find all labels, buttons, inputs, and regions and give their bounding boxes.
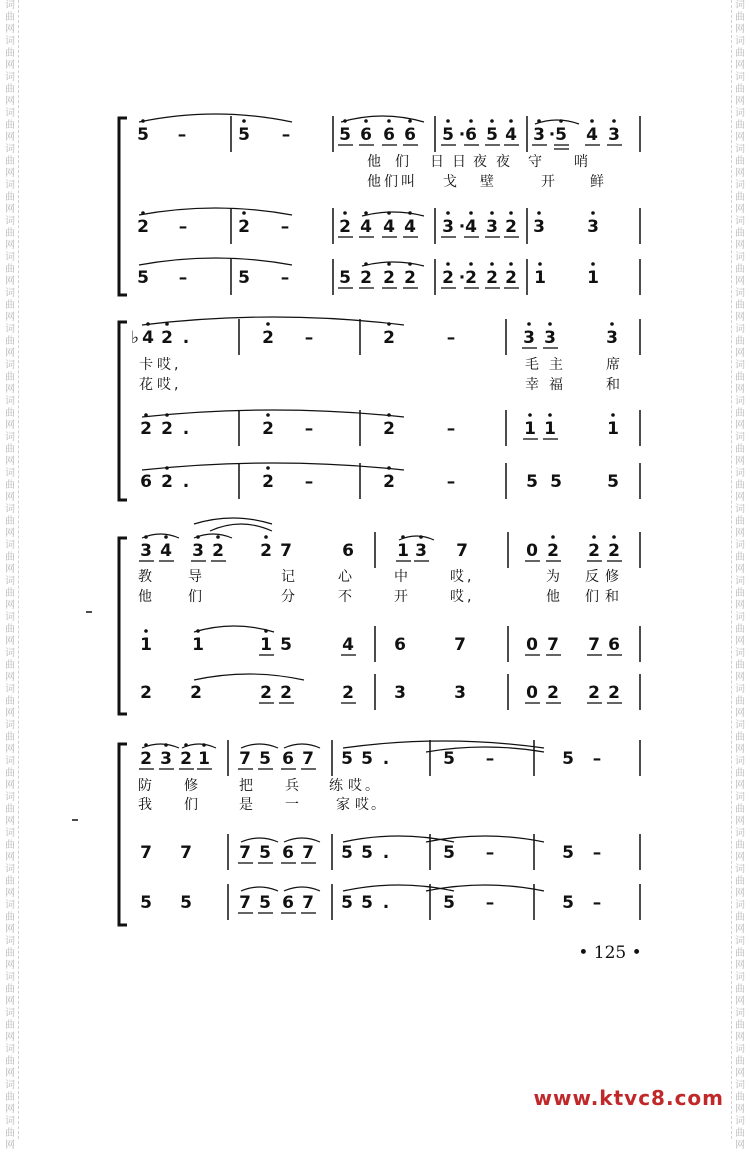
system-2-note-4-8-octave-dot: [528, 413, 532, 417]
system-1-note-4-9: 3: [442, 217, 454, 237]
system-1-note-5-14: 1: [534, 268, 546, 288]
system-1-lyric-2-3: 日: [430, 154, 444, 170]
system-1-slur-3: [535, 120, 579, 124]
system-4-slur-10: [426, 836, 544, 842]
system-2-note-5-4: 2: [262, 472, 274, 492]
system-4-note-4-2: 7: [180, 843, 192, 863]
system-3-lyric-2-5: 中: [394, 569, 408, 585]
system-3-lyric-3-8: 他: [546, 589, 560, 605]
system-1-note-1-7-octave-dot: [387, 119, 391, 123]
system-2-note-1-8: –: [446, 328, 456, 348]
system-1-lyric-2-4: 日: [452, 154, 466, 170]
system-4-note-4-10: 5: [443, 843, 455, 863]
system-1-note-4-15-octave-dot: [591, 211, 595, 215]
system-1-note-5-11: 2: [465, 268, 477, 288]
system-1-note-4-13-octave-dot: [509, 211, 513, 215]
system-1-note-1-12-octave-dot: [490, 119, 494, 123]
system-3-note-5-5: 2: [342, 683, 354, 703]
system-1-note-5-9-octave-dot: [446, 262, 450, 266]
system-3-lyric-3-6: 哎: [450, 589, 464, 605]
system-1-note-1-2: –: [177, 125, 187, 145]
system-1-lyric-2-1: 他: [367, 154, 381, 170]
system-4-lyric-2-2: 修: [184, 778, 198, 794]
system-1-note-5-6: 2: [360, 268, 372, 288]
system-2-lyric-2-6: 席: [606, 357, 620, 373]
system-2-note-1-2: 4: [142, 328, 154, 348]
system-1-lyric-2-2: 们: [395, 154, 409, 170]
system-1-note-1-13-octave-dot: [509, 119, 513, 123]
system-1-lyric-3-3: 叫: [401, 174, 415, 190]
system-4-note-5-13: –: [592, 893, 602, 913]
system-2-lyric-3-1: 花: [139, 377, 153, 393]
system-4-lyric-2-5: 练: [329, 778, 343, 794]
system-1-note-1-6: 6: [360, 125, 372, 145]
system-3-note-4-4: 5: [280, 635, 292, 655]
system-4-note-1-8: 7: [302, 749, 314, 769]
system-4-note-5-5: 6: [282, 893, 294, 913]
system-4-note-1-9: 5: [341, 749, 353, 769]
system-4-note-4-13: –: [592, 843, 602, 863]
system-1-note-1-15: ·: [548, 125, 556, 145]
system-4-note-5-8: 5: [361, 893, 373, 913]
system-4-bracket: [119, 744, 127, 925]
system-3-note-5-4: 2: [280, 683, 292, 703]
system-1-note-1-16: 5: [555, 125, 567, 145]
system-4-note-4-4: 5: [259, 843, 271, 863]
system-1-note-1-18: 3: [608, 125, 620, 145]
system-2-note-1-11: 3: [606, 328, 618, 348]
system-4-lyric-3-7: 。: [371, 797, 385, 813]
system-1-lyric-2-5: 夜: [473, 154, 487, 170]
system-3-note-1-10: 7: [456, 541, 468, 561]
system-4-note-1-15: –: [592, 749, 602, 769]
system-1-note-5-12-octave-dot: [490, 262, 494, 266]
system-1-note-1-7: 6: [383, 125, 395, 145]
system-3-note-4-8: 0: [526, 635, 538, 655]
system-3-note-1-1: 3: [140, 541, 152, 561]
system-3-note-4-9: 7: [547, 635, 559, 655]
system-3-note-5-1: 2: [140, 683, 152, 703]
system-3-note-5-2: 2: [190, 683, 202, 703]
system-1-slur-7: [362, 262, 424, 266]
system-1-note-5-14-octave-dot: [538, 262, 542, 266]
system-1-note-4-13: 2: [505, 217, 517, 237]
system-4-note-4-8: 5: [361, 843, 373, 863]
system-1-note-4-8: 4: [404, 217, 416, 237]
system-4-slur-3: [241, 744, 278, 748]
system-1-note-5-11-octave-dot: [469, 262, 473, 266]
system-4-lyric-3-3: 是: [239, 797, 253, 813]
system-2-note-1-9: 3: [523, 328, 535, 348]
system-1-note-1-14: 3: [533, 125, 545, 145]
system-3-note-4-1-octave-dot: [144, 629, 148, 633]
system-3-note-1-2-octave-dot: [164, 535, 168, 539]
system-1-note-5-3: 5: [238, 268, 250, 288]
system-3-lyric-2-4: 心: [338, 569, 352, 585]
system-4-note-1-7: 6: [282, 749, 294, 769]
system-4-slur-8: [284, 838, 320, 842]
side-watermark-right: 词曲网词曲网词曲网词曲网词曲网词曲网词曲网词曲网词曲网词曲网词曲网词曲网词曲网词曲网词曲网词曲网词曲网词曲网词曲网词曲网词曲网词曲网词曲网词曲网词曲网词曲网词曲网词曲网词曲网词曲网词曲网词曲网: [735, 0, 745, 1151]
system-1-note-5-10: ·: [458, 268, 466, 288]
system-1-note-4-11: 4: [465, 217, 477, 237]
system-4-note-5-7: 5: [341, 893, 353, 913]
system-3-slur-4: [210, 524, 272, 531]
system-2-note-4-10: 1: [607, 419, 619, 439]
system-1-note-4-12-octave-dot: [490, 211, 494, 215]
system-1-lyric-3-2: 们: [384, 174, 398, 190]
system-1-lyric-2-8: 哨: [574, 154, 588, 170]
system-3-note-1-2: 4: [160, 541, 172, 561]
system-4-slur-11: [241, 887, 278, 891]
system-1-note-1-17: 4: [586, 125, 598, 145]
system-1-note-4-3-octave-dot: [242, 211, 246, 215]
system-1-note-1-4: –: [281, 125, 291, 145]
system-2-note-5-3: .: [182, 472, 190, 492]
system-2-note-4-1: 2: [140, 419, 152, 439]
system-1-note-5-7-octave-dot: [387, 262, 391, 266]
system-4-slur-12: [284, 887, 320, 891]
system-4-note-4-6: 7: [302, 843, 314, 863]
system-2-lyric-2-4: 毛: [525, 357, 539, 373]
system-1-note-5-13-octave-dot: [509, 262, 513, 266]
system-2-note-4-5: –: [304, 419, 314, 439]
system-3-lyric-2-1: 教: [138, 569, 152, 585]
system-4-slur-7: [241, 838, 278, 842]
side-watermark-left: 词曲网词曲网词曲网词曲网词曲网词曲网词曲网词曲网词曲网词曲网词曲网词曲网词曲网词曲网词曲网词曲网词曲网词曲网词曲网词曲网词曲网词曲网词曲网词曲网词曲网词曲网词曲网词曲网词曲网词曲网词曲网词曲网: [5, 0, 15, 1151]
system-2-lyric-2-1: 卡: [139, 357, 153, 373]
system-1-note-5-9: 2: [442, 268, 454, 288]
system-4-note-1-10: 5: [361, 749, 373, 769]
system-2-lyric-2-3: ,: [174, 357, 179, 373]
system-1-note-4-10: ·: [458, 217, 466, 237]
system-4-note-1-3: 2: [180, 749, 192, 769]
system-3-note-4-2: 1: [192, 635, 204, 655]
system-2-note-1-5-octave-dot: [266, 322, 270, 326]
system-3-lyric-3-4: 不: [338, 589, 352, 605]
system-4-note-5-6: 7: [302, 893, 314, 913]
system-1-note-4-1: 2: [137, 217, 149, 237]
system-4-note-1-12: 5: [443, 749, 455, 769]
system-3-note-1-6: 7: [280, 541, 292, 561]
system-3-lyric-3-9: 们: [585, 589, 599, 605]
system-2-note-4-4: 2: [262, 419, 274, 439]
system-3-bracket: [119, 538, 127, 714]
system-1-lyric-3-1: 他: [367, 174, 381, 190]
system-3-note-1-3: 3: [192, 541, 204, 561]
system-3-lyric-2-6: 哎: [450, 569, 464, 585]
system-4-note-1-4: 1: [198, 749, 210, 769]
system-4-note-5-12: 5: [562, 893, 574, 913]
system-2-lyric-3-4: 幸: [525, 377, 539, 393]
system-3-lyric-2-10: 修: [605, 569, 619, 585]
system-4-note-5-10: 5: [443, 893, 455, 913]
system-4-note-4-1: 7: [140, 843, 152, 863]
system-2-lyric-2-2: 哎: [157, 357, 171, 373]
system-3-note-1-8: 1: [397, 541, 409, 561]
system-4-note-5-2: 5: [180, 893, 192, 913]
system-1-note-4-5-octave-dot: [343, 211, 347, 215]
system-2-note-1-7: 2: [383, 328, 395, 348]
system-1-note-5-13: 2: [505, 268, 517, 288]
system-1-note-1-6-octave-dot: [364, 119, 368, 123]
system-4-lyric-2-1: 防: [138, 778, 152, 794]
system-1-note-1-9-octave-dot: [446, 119, 450, 123]
system-1-note-1-12: 5: [486, 125, 498, 145]
system-2-note-1-6: –: [304, 328, 314, 348]
system-1-note-4-4: –: [280, 217, 290, 237]
system-4-lyric-3-2: 们: [184, 797, 198, 813]
system-4-slur-4: [284, 744, 320, 748]
system-2-bracket: [119, 322, 127, 500]
system-2-slur-1: [142, 317, 404, 325]
system-1-note-4-7: 4: [383, 217, 395, 237]
system-1-note-1-13: 4: [505, 125, 517, 145]
system-1-note-5-2: –: [178, 268, 188, 288]
system-1-note-4-5: 2: [339, 217, 351, 237]
system-1-note-1-3-octave-dot: [242, 119, 246, 123]
system-1-note-5-5: 5: [339, 268, 351, 288]
system-4-note-1-6: 5: [259, 749, 271, 769]
system-3-lyric-2-2: 导: [188, 569, 202, 585]
system-2-lyric-2-5: 主: [549, 357, 563, 373]
system-1-note-5-4: –: [280, 268, 290, 288]
system-4-note-4-5: 6: [282, 843, 294, 863]
system-3-note-5-9: 2: [547, 683, 559, 703]
system-1-slur-5: [362, 212, 424, 216]
system-2-note-4-3: .: [182, 419, 190, 439]
system-3-lyric-2-7: ,: [467, 569, 472, 585]
system-2-note-1-1: ♭: [130, 328, 140, 348]
system-3-note-1-4: 2: [212, 541, 224, 561]
page-number: • 125 •: [578, 943, 642, 963]
system-2-note-1-3: 2: [161, 328, 173, 348]
system-2-lyric-3-6: 和: [606, 377, 620, 393]
system-1-note-4-2: –: [178, 217, 188, 237]
system-3-lyric-2-9: 反: [585, 569, 599, 585]
system-3-note-1-14-octave-dot: [612, 535, 616, 539]
system-2-note-5-8: 5: [526, 472, 538, 492]
system-2-note-1-9-octave-dot: [527, 322, 531, 326]
system-4-lyric-2-7: 。: [365, 778, 379, 794]
system-2-note-4-9-octave-dot: [548, 413, 552, 417]
system-1-note-4-12: 3: [486, 217, 498, 237]
system-1-note-4-6: 4: [360, 217, 372, 237]
system-3-note-5-10: 2: [588, 683, 600, 703]
system-4-note-4-9: .: [382, 843, 390, 863]
system-4-note-5-9: .: [382, 893, 390, 913]
system-3-slur-3: [194, 518, 272, 524]
system-3-lyric-3-3: 分: [281, 589, 295, 605]
system-3-slur-7: [194, 674, 304, 680]
system-1-note-5-12: 2: [486, 268, 498, 288]
system-4-slur-5: [343, 741, 544, 748]
system-2-note-4-10-octave-dot: [611, 413, 615, 417]
system-2-note-4-2: 2: [161, 419, 173, 439]
system-2-note-5-9: 5: [550, 472, 562, 492]
system-3-lyric-3-10: 和: [605, 589, 619, 605]
system-1-note-1-9: 5: [442, 125, 454, 145]
system-2-lyric-3-3: ,: [174, 377, 179, 393]
system-3-note-4-1: 1: [140, 635, 152, 655]
system-1-note-4-9-octave-dot: [446, 211, 450, 215]
system-3-note-1-9: 3: [415, 541, 427, 561]
system-1-note-5-8: 2: [404, 268, 416, 288]
system-1-lyric-3-6: 开: [541, 174, 555, 190]
system-1-note-4-14: 3: [533, 217, 545, 237]
system-3-lyric-2-8: 为: [546, 569, 560, 585]
system-2-slur-3: [142, 463, 404, 470]
system-4-lyric-3-5: 家: [336, 797, 350, 813]
system-3-note-1-12: 2: [547, 541, 559, 561]
system-2-note-5-1: 6: [140, 472, 152, 492]
system-2-note-1-10-octave-dot: [548, 322, 552, 326]
system-1-note-1-8-octave-dot: [408, 119, 412, 123]
system-3-note-5-11: 2: [608, 683, 620, 703]
system-4-lyric-2-3: 把: [239, 778, 253, 794]
site-watermark: www.ktvc8.com: [533, 1086, 724, 1110]
system-4-note-1-13: –: [485, 749, 495, 769]
system-3-note-1-12-octave-dot: [551, 535, 555, 539]
system-2-note-4-9: 1: [544, 419, 556, 439]
system-4-lyric-3-1: 我: [138, 797, 152, 813]
system-3-slur-6: [194, 626, 274, 632]
system-1-slur-4: [139, 208, 292, 215]
system-1-note-1-3: 5: [238, 125, 250, 145]
system-2-note-5-7: –: [446, 472, 456, 492]
system-2-note-5-6: 2: [383, 472, 395, 492]
system-4-lyric-2-6: 哎: [348, 778, 362, 794]
system-4-note-1-5: 7: [239, 749, 251, 769]
system-3-note-1-5: 2: [260, 541, 272, 561]
system-1-lyric-2-7: 守: [528, 154, 542, 170]
system-4-note-1-1: 2: [140, 749, 152, 769]
system-4-note-5-3: 7: [239, 893, 251, 913]
system-4-note-4-7: 5: [341, 843, 353, 863]
system-2-note-4-7: –: [446, 419, 456, 439]
system-4-note-4-11: –: [485, 843, 495, 863]
system-3-note-1-5-octave-dot: [264, 535, 268, 539]
system-1-lyric-2-6: 夜: [496, 154, 510, 170]
system-3-note-4-7: 7: [454, 635, 466, 655]
system-1-note-1-17-octave-dot: [590, 119, 594, 123]
system-1-note-1-5: 5: [339, 125, 351, 145]
system-3-note-1-13-octave-dot: [592, 535, 596, 539]
system-1-slur-1: [139, 114, 292, 122]
system-3-note-5-6: 3: [394, 683, 406, 703]
system-1-note-5-1: 5: [137, 268, 149, 288]
system-1-lyric-3-5: 壁: [480, 174, 494, 190]
system-2-note-5-5: –: [304, 472, 314, 492]
system-4-lyric-3-4: 一: [285, 797, 299, 813]
system-1-slur-6: [139, 258, 292, 265]
system-1-note-4-3: 2: [238, 217, 250, 237]
system-1-note-4-14-octave-dot: [537, 211, 541, 215]
system-3-lyric-3-2: 们: [188, 589, 202, 605]
system-1-note-4-11-octave-dot: [469, 211, 473, 215]
system-3-note-4-5: 4: [342, 635, 354, 655]
system-2-note-5-10: 5: [607, 472, 619, 492]
system-1-note-5-7: 2: [383, 268, 395, 288]
system-2-note-5-4-octave-dot: [266, 466, 270, 470]
system-4-lyric-3-6: 哎: [355, 797, 369, 813]
system-1-lyric-3-7: 鲜: [590, 174, 604, 190]
system-1-note-1-1: 5: [137, 125, 149, 145]
system-3-note-4-3: 1: [260, 635, 272, 655]
system-2-note-1-5: 2: [262, 328, 274, 348]
system-4-note-4-12: 5: [562, 843, 574, 863]
system-3-lyric-3-1: 他: [138, 589, 152, 605]
system-4-note-1-11: .: [382, 749, 390, 769]
system-3-note-4-11: 6: [608, 635, 620, 655]
system-1-note-4-15: 3: [587, 217, 599, 237]
system-4-slur-13: [343, 885, 454, 891]
system-3-note-1-14: 2: [608, 541, 620, 561]
system-1-note-1-18-octave-dot: [612, 119, 616, 123]
system-1-note-1-8: 6: [404, 125, 416, 145]
system-1-note-1-10: ·: [458, 125, 466, 145]
system-2-lyric-3-5: 福: [549, 377, 563, 393]
system-3-note-1-7: 6: [342, 541, 354, 561]
system-3-lyric-3-5: 开: [394, 589, 408, 605]
system-4-lyric-2-4: 兵: [285, 778, 299, 794]
system-3-lyric-2-3: 记: [281, 569, 295, 585]
system-2-slur-2: [142, 410, 404, 417]
system-3-note-5-3: 2: [260, 683, 272, 703]
system-2-note-1-4: .: [182, 328, 190, 348]
system-3-note-1-11: 0: [526, 541, 538, 561]
system-1-bracket: [119, 118, 127, 295]
system-2-note-5-2: 2: [161, 472, 173, 492]
system-4-note-5-1: 5: [140, 893, 152, 913]
system-2-note-4-8: 1: [524, 419, 536, 439]
system-3-note-1-4-octave-dot: [216, 535, 220, 539]
system-2-note-4-4-octave-dot: [266, 413, 270, 417]
system-4-note-5-4: 5: [259, 893, 271, 913]
system-1-note-5-15: 1: [587, 268, 599, 288]
system-1-note-5-15-octave-dot: [591, 262, 595, 266]
system-4-slur-14: [426, 885, 544, 891]
system-4-note-4-3: 7: [239, 843, 251, 863]
system-4-slur-9: [343, 836, 454, 842]
system-2-note-4-6: 2: [383, 419, 395, 439]
system-3-note-5-7: 3: [454, 683, 466, 703]
system-4-note-1-14: 5: [562, 749, 574, 769]
system-4-note-1-2: 3: [160, 749, 172, 769]
system-3-note-4-6: 6: [394, 635, 406, 655]
system-2-note-1-10: 3: [544, 328, 556, 348]
system-3-note-5-8: 0: [526, 683, 538, 703]
system-3-lyric-3-7: ,: [467, 589, 472, 605]
system-1-note-1-11-octave-dot: [469, 119, 473, 123]
system-3-note-4-10: 7: [588, 635, 600, 655]
system-2-note-1-11-octave-dot: [610, 322, 614, 326]
system-3-note-1-13: 2: [588, 541, 600, 561]
system-1-lyric-3-4: 戈: [443, 174, 457, 190]
system-4-note-5-11: –: [485, 893, 495, 913]
system-2-lyric-3-2: 哎: [157, 377, 171, 393]
system-1-note-1-11: 6: [465, 125, 477, 145]
